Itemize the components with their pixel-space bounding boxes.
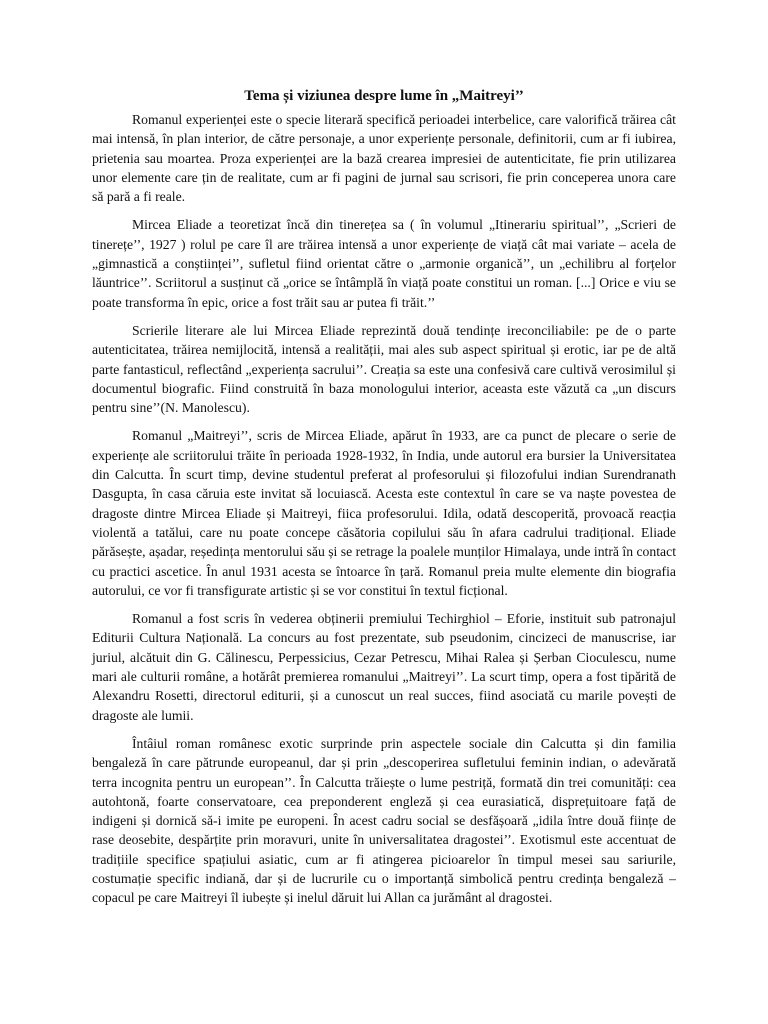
document-title: Tema și viziunea despre lume în „Maitreyi’’ xyxy=(244,88,524,104)
document-page xyxy=(92,78,676,917)
paragraph-5: Romanul a fost scris în vederea obținerii premiului Techirghiol – Eforie, instituit sub patronajul Editurii Cultura Națională. La concurs au fost prezentate, sub pseudonim, cincizeci de manuscrise, iar juriul, alcătuit din G. Călinescu, Perpessicius, Cezar Petrescu, Mihai Ralea și Șerban Cioculescu, nume mari ale culturii române, a hotărât premierea romanului „Maitreyi’’. La scurt timp, opera a fost tipărită de Alexandru Rosetti, directorul editurii, și a cunoscut un real succes, fiind asociată cu marile povești de dragoste ale lumii. xyxy=(92,611,676,723)
paragraph-6: Întâiul roman românesc exotic surprinde prin aspectele sociale din Calcutta și din familia bengaleză în care pătrunde europeanul, dar și prin „descoperirea sufletului feminin indian, o adevărată terra incognita pentru un european’’. În Calcutta trăiește o lume pestriță, formată din trei comunități: cea autohtonă, foarte conservatoare, cea preponderent engleză și cea eurasiatică, disprețuitoare față de indigeni și dornică să-i imite pe europeni. În acest cadru social se desfășoară „idila între două ființe de rase deosebite, despărțite prin moravuri, unite în universalitatea dragostei’’. Exotismul este accentuat de tradițiile specifice spațiului asiatic, cum ar fi atingerea picioarelor în timpul mesei sau sariurile, costumație specific indiană, dar și de lucrurile cu o importanță simbolică pentru credința bengaleză – copacul pe care Maitreyi îl iubește și inelul dăruit lui Allan ca jurământ al dragostei. xyxy=(92,735,676,906)
paragraph-3: Scrierile literare ale lui Mircea Eliade reprezintă două tendințe ireconciliabile: pe de o parte autenticitatea, trăirea nemijlocită, intensă a realității, mai ales sub aspect spiritual și erotic, iar pe de altă parte fantasticul, reflectând „experiența sacrului’’. Creația sa este una confesivă care cultivă verosimilul și documentul biografic. Fiind construită în baza monologului interior, aceasta este văzută ca „un discurs pentru sine’’(N. Manolescu). xyxy=(92,322,676,416)
paragraph-4: Romanul „Maitreyi’’, scris de Mircea Eliade, apărut în 1933, are ca punct de plecare o serie de experiențe ale scriitorului trăite în perioada 1928-1932, în India, unde autorul era bursier la Universitatea din Calcutta. În scurt timp, devine studentul preferat al profesorului și filozofului indian Surendranath Dasgupta, în casa căruia este invitat să locuiască. Acesta este contextul în care se va naște povestea de dragoste dintre Mircea Eliade și Maitreyi, fiica profesorului. Idila, odată descoperită, provoacă reacția violentă a tatălui, care nu poate concepe căsătoria copilului său în afara cadrului tradițional. Eliade părăsește, așadar, reședința mentorului său și se retrage la poalele munților Himalaya, unde intră în contact cu practici ascetice. În anul 1931 acesta se întoarce în țară. Romanul preia multe elemente din biografia autorului, ce vor fi transfigurate artistic și se vor constitui în textul ficțional. xyxy=(92,428,676,598)
paragraph-1: Romanul experienței este o specie literară specifică perioadei interbelice, care valorifică trăirea cât mai intensă, în plan interior, de către personaje, a unor experiențe personale, definitorii, cum ar fi iubirea, prietenia sau moartea. Proza experienței are la bază crearea impresiei de autenticitate, fie prin utilizarea unor elemente care țin de realitate, cum ar fi pagini de jurnal sau scrisori, fie prin conceperea unora care să pară a fi reale. xyxy=(92,112,676,205)
paragraph-2: Mircea Eliade a teoretizat încă din tinerețea sa ( în volumul „Itinerariu spiritual’’, „Scrieri de tinerețe’’, 1927 ) rolul pe care îl are trăirea intensă a unor experiențe de viață cât mai variate – acela de „gimnastică a conștiinței’’, sufletul fiind orientat către o „armonie organică’’, un „echilibru al forțelor lăuntrice’’. Scriitorul a susținut că „orice se întâmplă în viață poate constitui un roman. [...] Orice e viu se poate transforma în epic, orice a fost trăit sau ar putea fi trăit.’’ xyxy=(92,217,676,310)
